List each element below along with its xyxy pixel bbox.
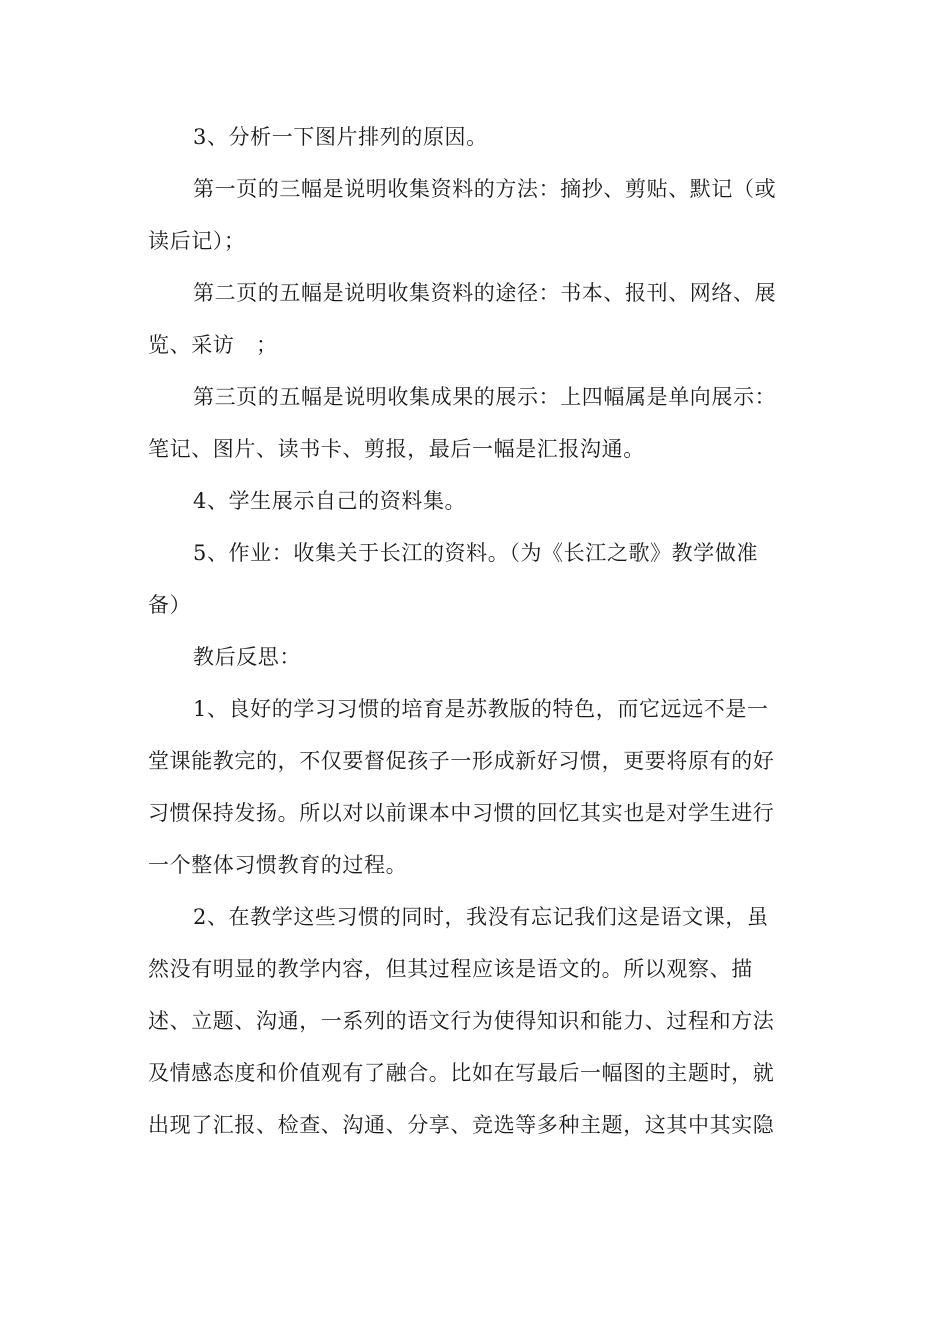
paragraph-page-two: 第二页的五幅是说明收集资料的途径：书本、报刊、网络、展 [193,281,777,305]
step-4-line: 4、学生展示自己的资料集。 [193,489,467,513]
paragraph-page-three-cont: 笔记、图片、读书卡、剪报，最后一幅是汇报沟通。 [148,437,645,461]
step-3-heading: 3、分析一下图片排列的原因。 [193,125,488,149]
reflection-2-line-2: 然没有明显的教学内容，但其过程应该是语文的。所以观察、描 [148,957,753,981]
paragraph-page-one: 第一页的三幅是说明收集资料的方法：摘抄、剪贴、默记（或 [193,177,777,201]
paragraph-page-two-cont: 览、采访 ； [148,333,278,357]
paragraph-page-one-cont: 读后记）； [148,229,246,253]
step-5-line-cont: 备） [148,593,192,617]
reflection-2-line-1: 2、在教学这些习惯的同时，我没有忘记我们这是语文课，虽 [193,905,769,929]
reflection-heading: 教后反思： [193,645,301,669]
paragraph-page-three: 第三页的五幅是说明收集成果的展示：上四幅属是单向展示： [193,385,777,409]
reflection-2-line-3: 述、立题、沟通，一系列的语文行为使得知识和能力、过程和方法 [148,1009,775,1033]
reflection-2-line-4: 及情感态度和价值观有了融合。比如在写最后一幅图的主题时，就 [148,1061,775,1085]
step-5-line: 5、作业：收集关于长江的资料。（为《长江之歌》教学做准 [193,541,759,565]
reflection-1-line-4: 一个整体习惯教育的过程。 [148,853,408,877]
reflection-2-line-5: 出现了汇报、检查、沟通、分享、竞选等多种主题，这其中其实隐 [148,1113,775,1137]
reflection-1-line-2: 堂课能教完的，不仅要督促孩子一形成新好习惯，更要将原有的好 [148,749,775,773]
reflection-1-line-1: 1、良好的学习习惯的培育是苏教版的特色，而它远远不是一 [193,697,769,721]
reflection-1-line-3: 习惯保持发扬。所以对以前课本中习惯的回忆其实也是对学生进行 [148,801,775,825]
